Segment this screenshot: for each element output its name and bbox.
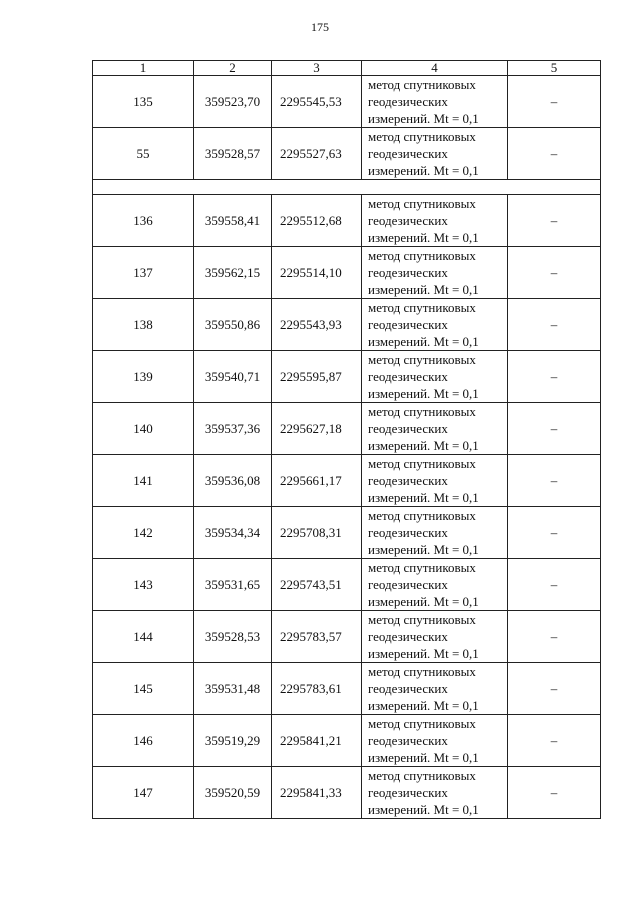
table-row [93, 128, 601, 180]
extra-cell: – [508, 76, 601, 128]
method-line: метод спутниковых [368, 768, 476, 783]
coordinate-x: 359537,36 [194, 403, 272, 455]
method-cell [362, 507, 508, 559]
method-line: метод спутниковых [368, 716, 476, 731]
column-header: 5 [508, 61, 601, 76]
method-cell [362, 559, 508, 611]
method-line: измерений. Mt = 0,1 [368, 111, 479, 126]
table-row [93, 663, 601, 715]
extra-cell: – [508, 403, 601, 455]
method-line: метод спутниковых [368, 196, 476, 211]
method-line: геодезических [368, 681, 448, 696]
method-line: метод спутниковых [368, 352, 476, 367]
method-line: измерений. Mt = 0,1 [368, 230, 479, 245]
coordinate-x: 359558,41 [194, 195, 272, 247]
method-line: измерений. Mt = 0,1 [368, 646, 479, 661]
method-line: измерений. Mt = 0,1 [368, 698, 479, 713]
method-cell [362, 351, 508, 403]
method-cell [362, 403, 508, 455]
method-line: измерений. Mt = 0,1 [368, 490, 479, 505]
table-row [93, 195, 601, 247]
coordinate-y: 2295512,68 [272, 195, 362, 247]
table-row [93, 76, 601, 128]
coordinate-x: 359528,57 [194, 128, 272, 180]
method-line: метод спутниковых [368, 404, 476, 419]
column-header: 4 [362, 61, 508, 76]
table-row [93, 715, 601, 767]
method-line: метод спутниковых [368, 456, 476, 471]
method-line: измерений. Mt = 0,1 [368, 163, 479, 178]
coordinate-x: 359523,70 [194, 76, 272, 128]
method-line: метод спутниковых [368, 77, 476, 92]
coordinate-x: 359540,71 [194, 351, 272, 403]
table-row [93, 299, 601, 351]
table-row [93, 559, 601, 611]
coordinate-y: 2295543,93 [272, 299, 362, 351]
method-cell [362, 611, 508, 663]
method-line: измерений. Mt = 0,1 [368, 282, 479, 297]
coordinate-y: 2295595,87 [272, 351, 362, 403]
method-line: метод спутниковых [368, 129, 476, 144]
method-line: метод спутниковых [368, 664, 476, 679]
coordinate-x: 359520,59 [194, 767, 272, 819]
point-number: 138 [93, 299, 194, 351]
table-row [93, 403, 601, 455]
coordinate-y: 2295841,21 [272, 715, 362, 767]
point-number: 146 [93, 715, 194, 767]
point-number: 136 [93, 195, 194, 247]
method-cell [362, 767, 508, 819]
method-line: метод спутниковых [368, 508, 476, 523]
method-line: геодезических [368, 213, 448, 228]
coordinate-x: 359562,15 [194, 247, 272, 299]
coordinate-x: 359534,34 [194, 507, 272, 559]
coordinate-y: 2295743,51 [272, 559, 362, 611]
extra-cell: – [508, 507, 601, 559]
coordinate-y: 2295514,10 [272, 247, 362, 299]
table-header-row [93, 61, 601, 76]
method-line: метод спутниковых [368, 300, 476, 315]
point-number: 141 [93, 455, 194, 507]
point-number: 145 [93, 663, 194, 715]
method-line: геодезических [368, 525, 448, 540]
method-line: геодезических [368, 94, 448, 109]
coordinate-y: 2295661,17 [272, 455, 362, 507]
method-cell [362, 715, 508, 767]
point-number: 143 [93, 559, 194, 611]
extra-cell: – [508, 195, 601, 247]
coordinate-x: 359519,29 [194, 715, 272, 767]
point-number: 135 [93, 76, 194, 128]
method-line: геодезических [368, 421, 448, 436]
coordinate-x: 359536,08 [194, 455, 272, 507]
method-line: метод спутниковых [368, 248, 476, 263]
separator-row [93, 180, 601, 195]
point-number: 139 [93, 351, 194, 403]
page-number: 175 [311, 20, 329, 34]
method-line: измерений. Mt = 0,1 [368, 750, 479, 765]
point-number: 140 [93, 403, 194, 455]
method-cell [362, 455, 508, 507]
method-line: измерений. Mt = 0,1 [368, 438, 479, 453]
coordinate-x: 359531,48 [194, 663, 272, 715]
column-header: 3 [272, 61, 362, 76]
table-row [93, 611, 601, 663]
extra-cell: – [508, 611, 601, 663]
table-row [93, 351, 601, 403]
table-row [93, 455, 601, 507]
table-row [93, 247, 601, 299]
point-number: 55 [93, 128, 194, 180]
extra-cell: – [508, 767, 601, 819]
point-number: 142 [93, 507, 194, 559]
method-cell [362, 195, 508, 247]
coordinate-y: 2295627,18 [272, 403, 362, 455]
coordinate-y: 2295783,57 [272, 611, 362, 663]
extra-cell: – [508, 715, 601, 767]
table-row [93, 507, 601, 559]
coordinate-y: 2295527,63 [272, 128, 362, 180]
method-line: геодезических [368, 473, 448, 488]
table-row [93, 767, 601, 819]
method-line: геодезических [368, 317, 448, 332]
coordinate-x: 359528,53 [194, 611, 272, 663]
coordinate-y: 2295545,53 [272, 76, 362, 128]
method-line: метод спутниковых [368, 612, 476, 627]
method-line: геодезических [368, 369, 448, 384]
extra-cell: – [508, 455, 601, 507]
method-line: измерений. Mt = 0,1 [368, 594, 479, 609]
method-cell [362, 247, 508, 299]
extra-cell: – [508, 247, 601, 299]
coordinate-y: 2295783,61 [272, 663, 362, 715]
method-line: метод спутниковых [368, 560, 476, 575]
coordinate-x: 359531,65 [194, 559, 272, 611]
method-line: геодезических [368, 577, 448, 592]
coordinate-y: 2295708,31 [272, 507, 362, 559]
method-cell [362, 663, 508, 715]
column-header: 1 [93, 61, 194, 76]
extra-cell: – [508, 559, 601, 611]
method-line: геодезических [368, 733, 448, 748]
coordinates-table [92, 60, 601, 819]
point-number: 147 [93, 767, 194, 819]
extra-cell: – [508, 128, 601, 180]
coordinate-y: 2295841,33 [272, 767, 362, 819]
method-line: геодезических [368, 265, 448, 280]
point-number: 137 [93, 247, 194, 299]
method-line: измерений. Mt = 0,1 [368, 802, 479, 817]
method-cell [362, 128, 508, 180]
method-cell [362, 299, 508, 351]
method-line: измерений. Mt = 0,1 [368, 542, 479, 557]
extra-cell: – [508, 351, 601, 403]
method-line: геодезических [368, 629, 448, 644]
method-cell [362, 76, 508, 128]
coordinate-x: 359550,86 [194, 299, 272, 351]
method-line: геодезических [368, 146, 448, 161]
method-line: измерений. Mt = 0,1 [368, 386, 479, 401]
separator-cell [93, 180, 601, 195]
extra-cell: – [508, 299, 601, 351]
method-line: измерений. Mt = 0,1 [368, 334, 479, 349]
method-line: геодезических [368, 785, 448, 800]
extra-cell: – [508, 663, 601, 715]
point-number: 144 [93, 611, 194, 663]
column-header: 2 [194, 61, 272, 76]
